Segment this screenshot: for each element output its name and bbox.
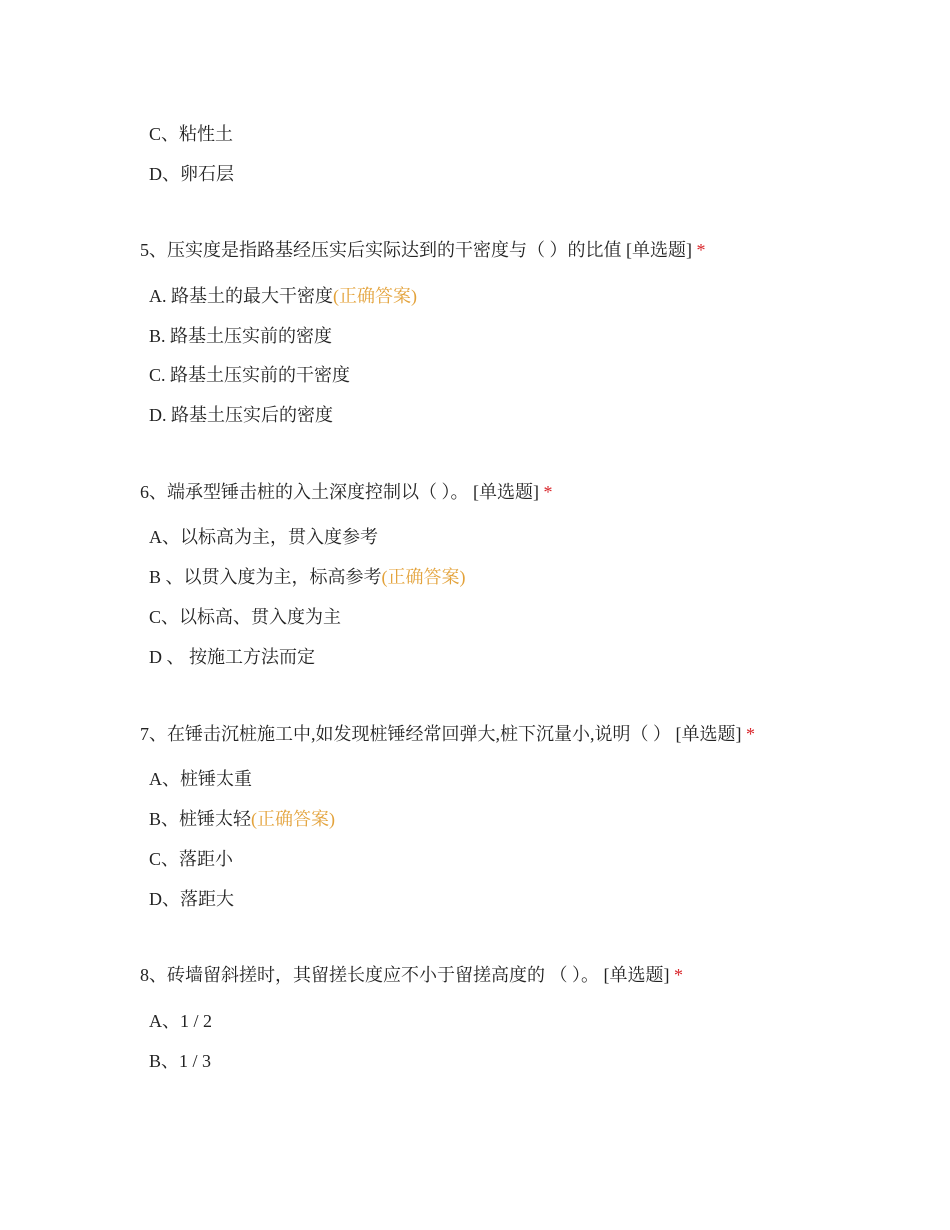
required-mark: * [746, 724, 755, 744]
option-item [149, 284, 417, 308]
required-mark: * [543, 482, 553, 502]
option-text: B 、以贯入度为主，标高参考 [149, 567, 382, 587]
question-type: [单选题] [675, 724, 742, 744]
option-text: C、粘性土 [149, 124, 234, 144]
question-8-stem [140, 963, 683, 987]
option-text: B. 路基土压实前的密度 [149, 326, 333, 346]
option-text: D. 路基土压实后的密度 [149, 405, 333, 425]
option-item [149, 807, 335, 831]
option-item [149, 324, 332, 348]
option-item [149, 1049, 211, 1073]
option-item [149, 605, 341, 629]
option-text: A、桩锤太重 [149, 769, 252, 789]
option-text: A、以标高为主，贯入度参考 [149, 527, 378, 547]
question-5-stem [140, 238, 706, 262]
option-text: D 、 按施工方法而定 [149, 647, 315, 667]
correct-answer-mark: (正确答案) [251, 809, 336, 829]
question-text: 5、压实度是指路基经压实后实际达到的干密度与（ ）的比值 [140, 240, 622, 260]
option-text: D、卵石层 [149, 164, 234, 184]
option-item [149, 403, 333, 427]
option-item [149, 645, 315, 669]
question-7-stem [140, 722, 755, 746]
question-6-stem [140, 480, 553, 504]
correct-answer-mark: (正确答案) [333, 286, 417, 306]
option-item [149, 1009, 212, 1033]
required-mark: * [696, 240, 706, 260]
question-type: [单选题] [473, 482, 539, 502]
option-text: A、1 / 2 [149, 1011, 212, 1031]
option-text: C、以标高、贯入度为主 [149, 607, 342, 627]
correct-answer-mark: (正确答案) [381, 567, 466, 587]
required-mark: * [674, 965, 683, 985]
option-item [149, 767, 252, 791]
option-item [149, 887, 234, 911]
option-item [149, 363, 350, 387]
option-text: C、落距小 [149, 849, 234, 869]
option-item [149, 525, 378, 549]
option-text: C. 路基土压实前的干密度 [149, 365, 351, 385]
option-item [149, 122, 233, 146]
option-item [149, 847, 233, 871]
question-type: [单选题] [603, 965, 670, 985]
option-item [149, 565, 466, 589]
option-text: D、落距大 [149, 889, 234, 909]
option-text: B、桩锤太轻 [149, 809, 252, 829]
question-type: [单选题] [626, 240, 692, 260]
option-item [149, 162, 234, 186]
option-text: A. 路基土的最大干密度 [149, 286, 333, 306]
question-text: 8、砖墙留斜搓时，其留搓长度应不小于留搓高度的 （ ）。 [140, 965, 599, 985]
question-text: 7、在锤击沉桩施工中,如发现桩锤经常回弹大,桩下沉量小,说明（ ） [140, 724, 671, 744]
question-text: 6、端承型锤击桩的入土深度控制以（ ）。 [140, 482, 469, 502]
option-text: B、1 / 3 [149, 1051, 212, 1071]
